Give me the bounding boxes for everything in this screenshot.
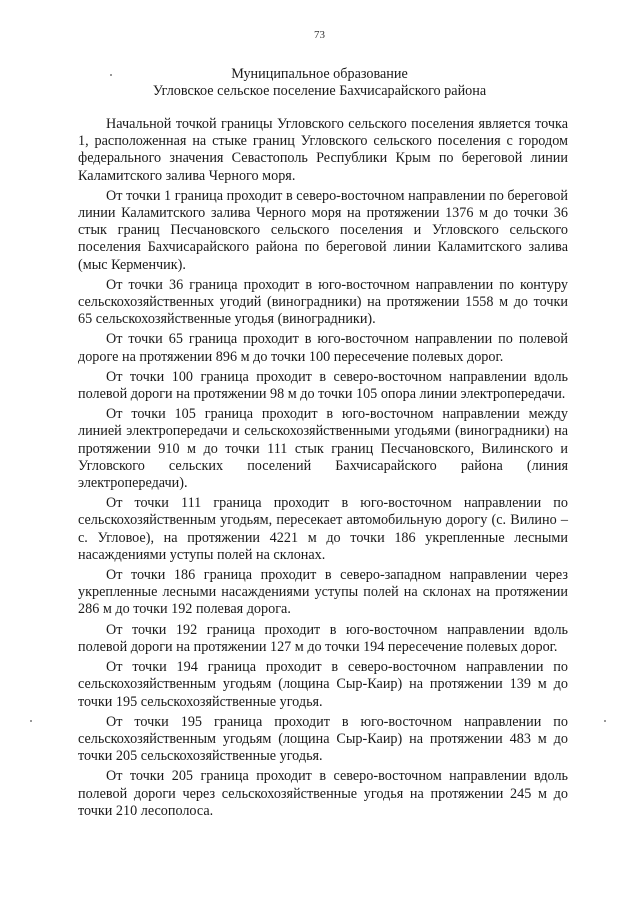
heading-line-2: Угловское сельское поселение Бахчисарайского района (152, 83, 487, 99)
heading-line-1: Муниципальное образование (231, 66, 408, 82)
paragraph: От точки 100 граница проходит в северо-восточном направлении вдоль полевой дороги на протяжении 98 м до точки 105 опора линии электропередачи. (78, 368, 568, 403)
paragraph: От точки 36 граница проходит в юго-восточном направлении по контуру сельскохозяйственных угодий (виноградники) на протяжении 1558 м до точки 65 сельскохозяйственные угодья (виноградники). (78, 276, 568, 328)
scan-speck (30, 720, 32, 722)
paragraph: От точки 205 граница проходит в северо-восточном направлении вдоль полевой дороги через сельскохозяйственные угодья на протяжении 245 м до точки 210 лесополоса. (78, 768, 568, 819)
document-heading (0, 66, 639, 100)
scan-speck (604, 720, 606, 722)
paragraph: От точки 111 граница проходит в юго-восточном направлении по сельскохозяйственным угодьям, пересекает автомобильную дорогу (с. Вилино – с. Угловое), на протяжении 4221 м до точки 186 укрепленные лесными насаждениями уступы полей на склонах. (78, 495, 568, 563)
paragraph: От точки 105 граница проходит в юго-восточном направлении между линией электропередачи и сельскохозяйственными угодьями (виноградники) на протяжении 910 м до точки 111 стык границ Песчановского, Вилинского и Угловского сельских поселений Бахчисарайского района (линия электропередачи). (78, 406, 568, 492)
paragraph: От точки 186 граница проходит в северо-западном направлении через укрепленные лесными насаждениями уступы полей на склонах на протяжении 286 м до точки 192 полевая дорога. (78, 567, 568, 618)
paragraph: От точки 65 граница проходит в юго-восточном направлении по полевой дороге на протяжении 896 м до точки 100 пересечение полевых дорог. (78, 331, 568, 365)
paragraph: От точки 1 граница проходит в северо-восточном направлении по береговой линии Каламитского залива Черного моря на протяжении 1376 м до точки 36 стык границ Песчановского сельского поселения и Угловского сельского поселения Бахчисарайского района по береговой линии Каламитского залива (мыс Керменчик). (78, 187, 568, 273)
boundary-description (78, 116, 568, 820)
paragraph: От точки 194 граница проходит в северо-восточном направлении по сельскохозяйственным угодьям (лощина Сыр-Каир) на протяжении 139 м до точки 195 сельскохозяйственные угодья. (78, 659, 568, 710)
page-number: 73 (314, 29, 325, 41)
paragraph: От точки 195 граница проходит в юго-восточном направлении по сельскохозяйственным угодьям (лощина Сыр-Каир) на протяжении 483 м до точки 205 сельскохозяйственные угодья. (78, 713, 568, 765)
paragraph: От точки 192 граница проходит в юго-восточном направлении вдоль полевой дороги на протяжении 127 м до точки 194 пересечение полевых дорог. (78, 621, 568, 655)
paragraph: Начальной точкой границы Угловского сельского поселения является точка 1, расположенная на стыке границ Угловского сельского поселения с городом федерального значения Севастополь Республики Крым по береговой линии Каламитского залива Черного моря. (78, 116, 568, 184)
scan-speck (110, 74, 112, 76)
